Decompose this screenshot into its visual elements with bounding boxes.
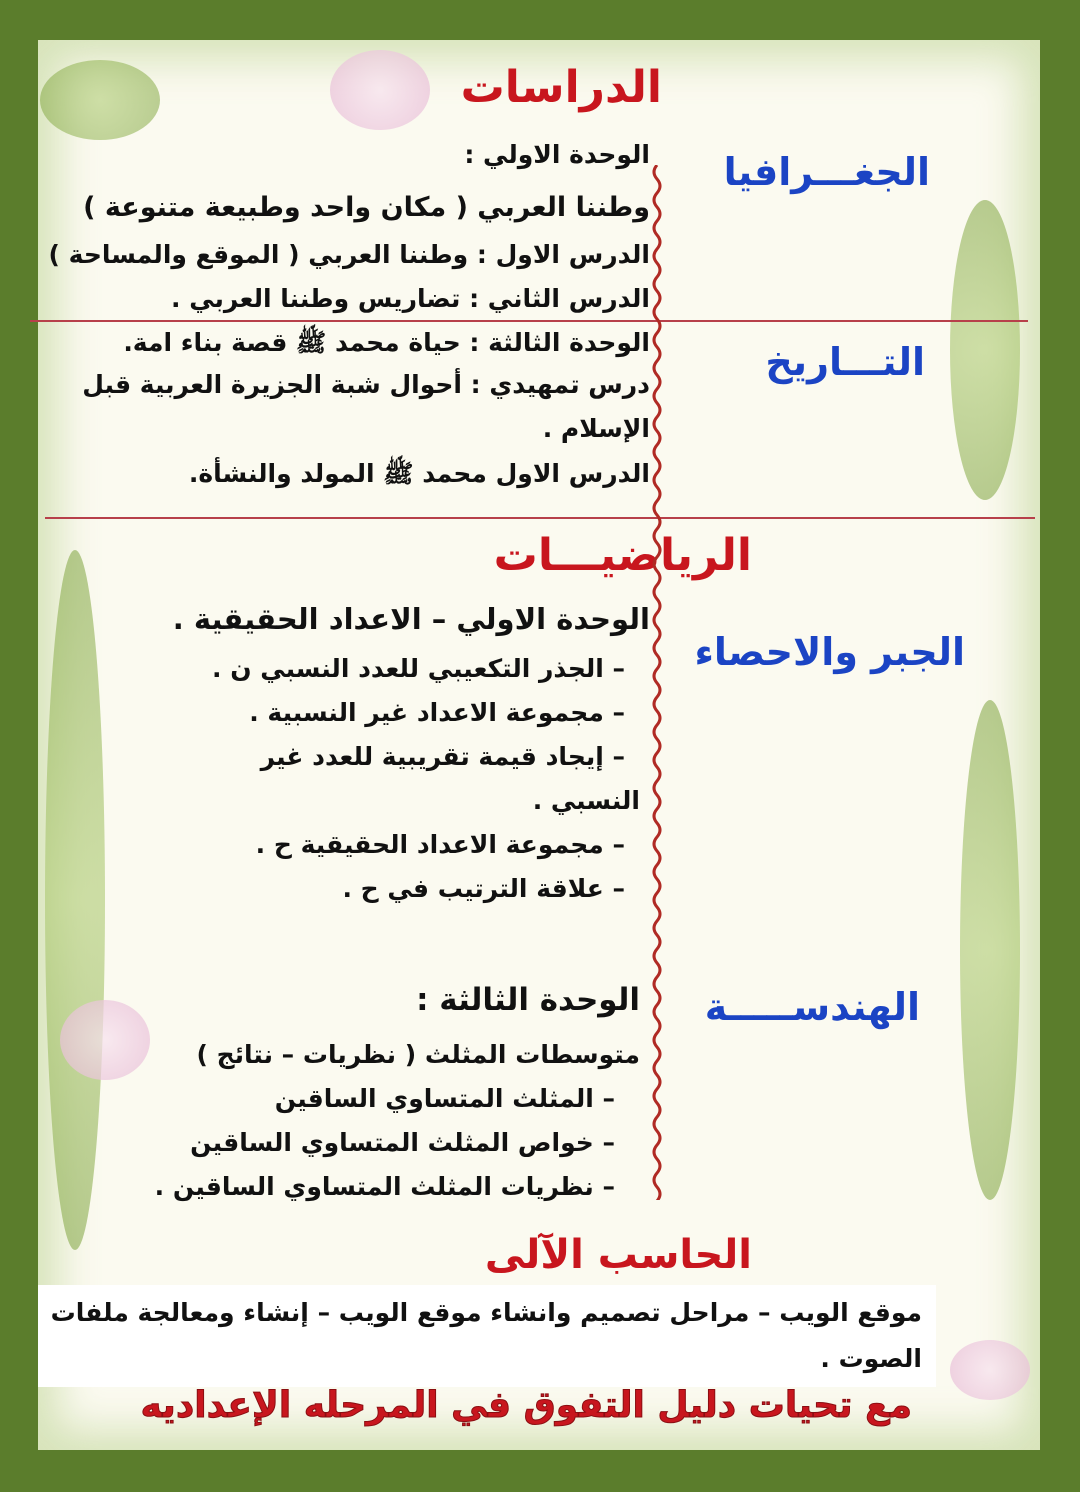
text-line: الدرس الثاني : تضاريس وطننا العربي .	[171, 284, 650, 313]
leaf-decoration	[960, 700, 1020, 1200]
text-line: الوحدة الثالثة :	[416, 982, 640, 1018]
text-line: الصوت .	[820, 1344, 922, 1373]
text-line: الدرس الاول محمد ﷺ المولد والنشأة.	[188, 459, 650, 488]
text-line: – إيجاد قيمة تقريبية للعدد غير	[260, 742, 625, 771]
math-title: الرياضيـــات	[493, 530, 752, 581]
computer-title: الحاسب الآلى	[484, 1232, 752, 1278]
leaf-decoration	[45, 550, 105, 1250]
geometry-label: الهندســـــة	[704, 985, 920, 1029]
text-line: – الجذر التكعيبي للعدد النسبي ن .	[212, 654, 625, 683]
text-line: وطننا العربي ( مكان واحد وطبيعة متنوعة )	[83, 192, 650, 223]
text-line: – مجموعة الاعداد الحقيقية ح .	[255, 830, 625, 859]
divider	[30, 320, 1028, 322]
text-line: – علاقة الترتيب في ح .	[342, 874, 625, 903]
text-line: – مجموعة الاعداد غير النسبية .	[249, 698, 625, 727]
studies-title: الدراسات	[460, 62, 662, 113]
text-line: – خواص المثلث المتساوي الساقين	[190, 1128, 615, 1157]
leaf-decoration	[40, 60, 160, 140]
history-label: التـــاريخ	[765, 340, 925, 384]
leaf-decoration	[950, 200, 1020, 500]
algebra-label: الجبر والاحصاء	[694, 630, 965, 674]
text-line: الدرس الاول : وطننا العربي ( الموقع والمساحة )	[48, 240, 650, 269]
flower-decoration	[60, 1000, 150, 1080]
text-line: – نظريات المثلث المتساوي الساقين .	[154, 1172, 615, 1201]
text-line: – المثلث المتساوي الساقين	[274, 1084, 615, 1113]
text-line: درس تمهيدي : أحوال شبة الجزيرة العربية قبل	[82, 370, 650, 399]
flower-decoration	[950, 1340, 1030, 1400]
text-line: الوحدة الاولي :	[464, 140, 650, 169]
divider	[45, 517, 1035, 519]
text-line: الإسلام .	[542, 414, 650, 443]
text-line: موقع الويب – مراحل تصميم وانشاء موقع الويب – إنشاء ومعالجة ملفات	[50, 1298, 922, 1327]
wavy-divider	[650, 165, 664, 1200]
text-line: النسبي .	[532, 786, 640, 815]
geography-label: الجغـــرافيا	[723, 150, 930, 194]
flower-decoration	[330, 50, 430, 130]
footer-credit: مع تحيات دليل التفوق في المرحله الإعداديه	[140, 1385, 912, 1426]
text-line: الوحدة الثالثة : حياة محمد ﷺ قصة بناء امة.	[123, 328, 650, 357]
text-line: متوسطات المثلث ( نظريات – نتائج )	[196, 1040, 640, 1069]
text-line: الوحدة الاولي – الاعداد الحقيقية .	[172, 602, 650, 636]
